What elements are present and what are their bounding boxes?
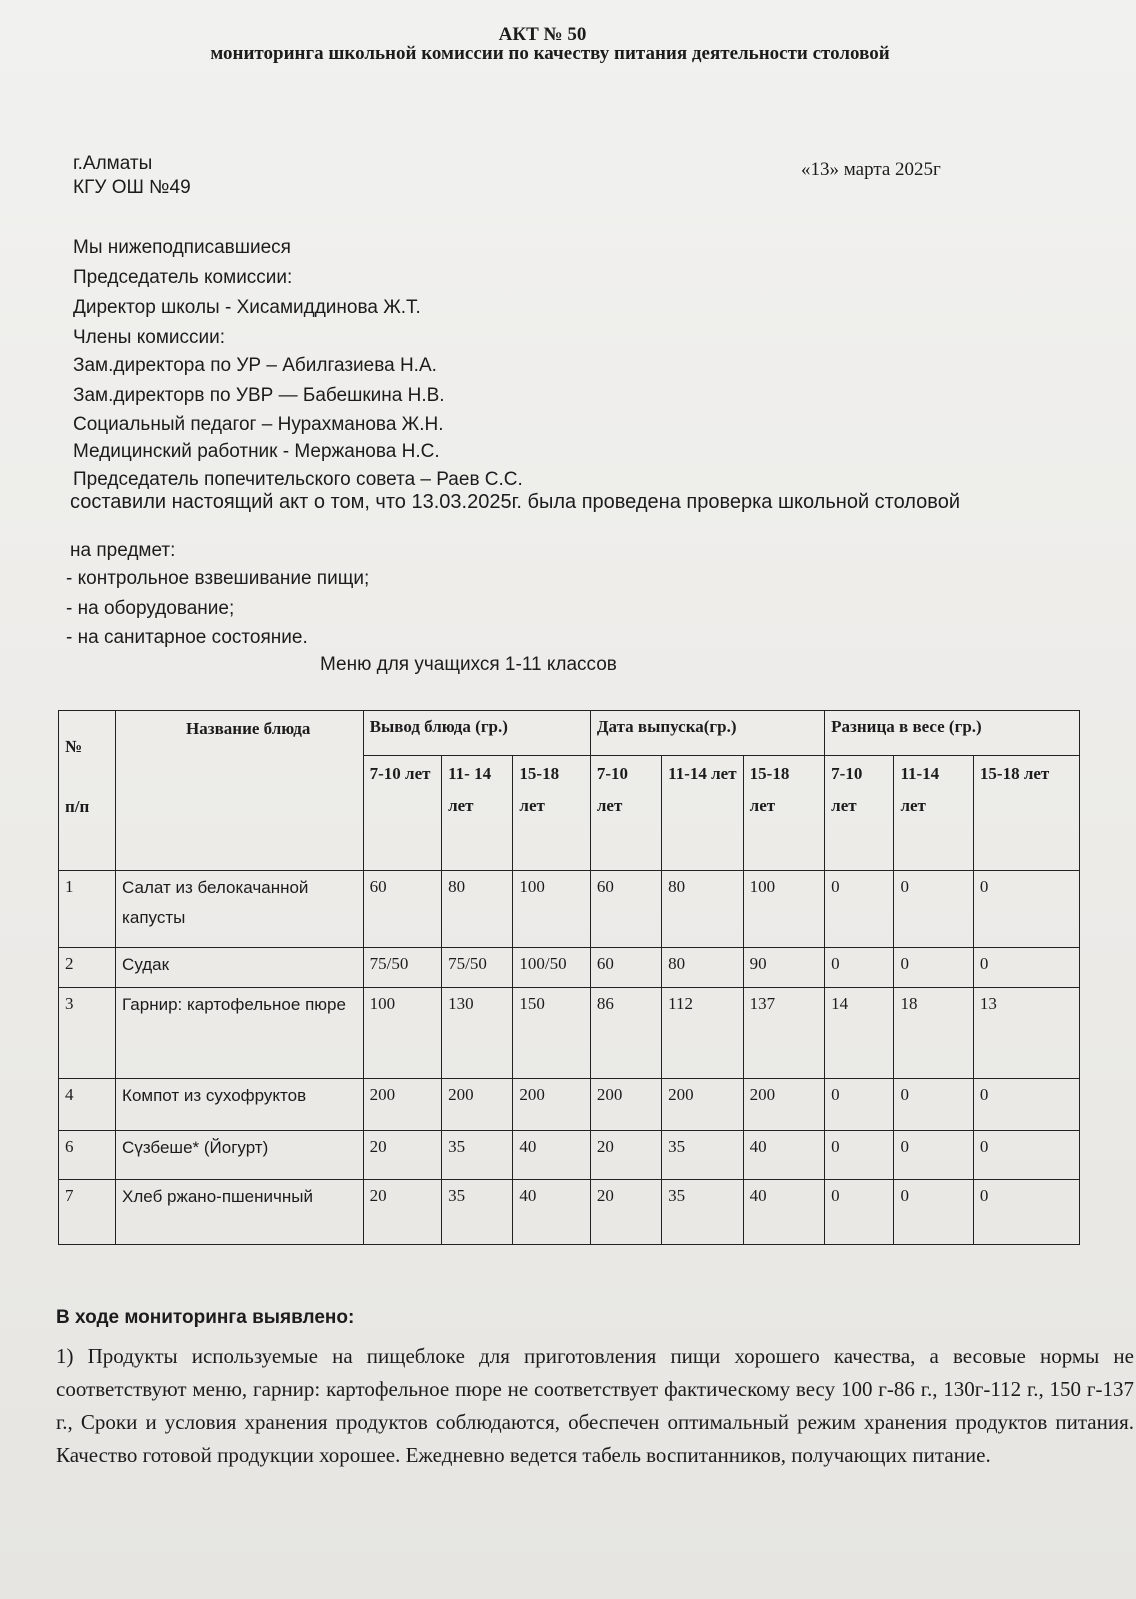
dish-name-cell: Сүзбеше* (Йогурт)	[116, 1130, 364, 1179]
age-header: 15-18 лет	[743, 756, 825, 871]
weight-cell: 0	[973, 1130, 1079, 1179]
weight-cell: 100	[513, 871, 590, 948]
menu-table	[58, 710, 1080, 1245]
member-line: Социальный педагог – Нурахманова Ж.Н.	[73, 414, 444, 435]
weight-cell: 80	[662, 871, 744, 948]
age-header: 15-18 лет	[973, 756, 1079, 871]
weight-cell: 0	[825, 1180, 894, 1245]
weight-cell: 35	[662, 1180, 744, 1245]
subject-item: - контрольное взвешивание пищи;	[66, 568, 370, 589]
weight-cell: 0	[973, 871, 1079, 948]
chair-name: Директор школы - Хисамиддинова Ж.Т.	[73, 297, 421, 318]
row-number-cell: 2	[59, 948, 116, 988]
weight-cell: 18	[894, 988, 973, 1078]
age-header: 11-14 лет	[894, 756, 973, 871]
weight-cell: 20	[590, 1180, 661, 1245]
weight-cell: 20	[590, 1130, 661, 1179]
row-number-cell: 3	[59, 988, 116, 1078]
age-header: 7-10 лет	[590, 756, 661, 871]
table-row	[59, 1078, 1080, 1130]
weight-cell: 150	[513, 988, 590, 1078]
weight-cell: 112	[662, 988, 744, 1078]
weight-cell: 0	[973, 1180, 1079, 1245]
member-line: Зам.директорв по УВР — Бабешкина Н.В.	[73, 385, 445, 406]
statement-line: составили настоящий акт о том, что 13.03.2025г. была проведена проверка школьной столовой	[70, 491, 960, 513]
statement-line: на предмет:	[70, 540, 176, 561]
act-title: АКТ № 50	[498, 24, 587, 45]
weight-cell: 0	[825, 948, 894, 988]
weight-cell: 0	[825, 1130, 894, 1179]
members-label: Члены комиссии:	[73, 327, 226, 348]
dish-name-cell: Хлеб ржано-пшеничный	[116, 1180, 364, 1245]
weight-cell: 200	[590, 1078, 661, 1130]
weight-cell: 200	[363, 1078, 441, 1130]
weight-cell: 200	[662, 1078, 744, 1130]
act-subtitle: мониторинга школьной комиссии по качеству питания деятельности столовой	[210, 43, 890, 64]
weight-cell: 40	[513, 1130, 590, 1179]
row-number-cell: 7	[59, 1180, 116, 1245]
dish-name-cell: Судак	[116, 948, 364, 988]
dish-name-cell: Гарнир: картофельное пюре	[116, 988, 364, 1078]
row-number-cell: 6	[59, 1130, 116, 1179]
weight-cell: 75/50	[363, 948, 441, 988]
weight-cell: 0	[894, 948, 973, 988]
menu-caption: Меню для учащихся 1-11 классов	[320, 654, 617, 675]
chair-label: Председатель комиссии:	[73, 267, 293, 288]
row-number-cell: 1	[59, 871, 116, 948]
weight-cell: 35	[662, 1130, 744, 1179]
weight-cell: 200	[743, 1078, 825, 1130]
dish-name-cell: Компот из сухофруктов	[116, 1078, 364, 1130]
table-row	[59, 988, 1080, 1078]
col-dish-header: Название блюда	[116, 711, 364, 871]
weight-cell: 14	[825, 988, 894, 1078]
subject-item: - на оборудование;	[66, 598, 235, 619]
weight-cell: 0	[894, 1180, 973, 1245]
weight-cell: 0	[825, 1078, 894, 1130]
weight-cell: 200	[442, 1078, 513, 1130]
col-number-header: № п/п	[59, 711, 116, 871]
weight-cell: 0	[973, 1078, 1079, 1130]
table-row	[59, 871, 1080, 948]
act-date: «13» марта 2025г	[801, 159, 941, 180]
weight-cell: 60	[590, 871, 661, 948]
age-header: 11-14 лет	[662, 756, 744, 871]
weight-cell: 0	[973, 948, 1079, 988]
weight-cell: 0	[894, 1130, 973, 1179]
weight-cell: 0	[825, 871, 894, 948]
weight-cell: 0	[894, 1078, 973, 1130]
weight-cell: 20	[363, 1180, 441, 1245]
weight-cell: 60	[363, 871, 441, 948]
row-number-cell: 4	[59, 1078, 116, 1130]
weight-cell: 100/50	[513, 948, 590, 988]
weight-cell: 137	[743, 988, 825, 1078]
weight-cell: 60	[590, 948, 661, 988]
weight-cell: 90	[743, 948, 825, 988]
table-row	[59, 1130, 1080, 1179]
school-name: КГУ ОШ №49	[73, 177, 191, 198]
weight-cell: 200	[513, 1078, 590, 1130]
weight-cell: 75/50	[442, 948, 513, 988]
dish-name-cell: Салат из белокачанной капусты	[116, 871, 364, 948]
weight-cell: 80	[442, 871, 513, 948]
weight-cell: 20	[363, 1130, 441, 1179]
weight-cell: 40	[743, 1130, 825, 1179]
weight-cell: 13	[973, 988, 1079, 1078]
weight-cell: 86	[590, 988, 661, 1078]
weight-cell: 0	[894, 871, 973, 948]
subject-item: - на санитарное состояние.	[66, 627, 308, 648]
weight-cell: 35	[442, 1180, 513, 1245]
table-row	[59, 1180, 1080, 1245]
col-output-header: Вывод блюда (гр.)	[363, 711, 590, 756]
weight-cell: 35	[442, 1130, 513, 1179]
weight-cell: 40	[513, 1180, 590, 1245]
table-header-row	[59, 711, 1080, 756]
col-diff-header: Разница в весе (гр.)	[825, 711, 1080, 756]
col-release-header: Дата выпуска(гр.)	[590, 711, 824, 756]
findings-text: 1) Продукты используемые на пищеблоке для приготовления пищи хорошего качества, а весовые нормы не соответствуют меню, гарнир: картофельное пюре не соответствует фактическому весу 100 г-86 г., 130г-112 г., 150 г-137 г., Сроки и условия хранения продуктов соблюдаются, обеспечен оптимальный режим хранения продуктов питания. Качество готовой продукции хорошее. Ежедневно ведется табель воспитанников, получающих питание.	[56, 1344, 1134, 1467]
weight-cell: 100	[743, 871, 825, 948]
member-line: Медицинский работник - Мержанова Н.С.	[73, 441, 440, 462]
table-row	[59, 948, 1080, 988]
findings-title: В ходе мониторинга выявлено:	[56, 1307, 355, 1328]
member-line: Председатель попечительского совета – Раев С.С.	[73, 469, 523, 490]
age-header: 7-10 лет	[825, 756, 894, 871]
age-header: 15-18 лет	[513, 756, 590, 871]
age-header: 11- 14 лет	[442, 756, 513, 871]
weight-cell: 40	[743, 1180, 825, 1245]
member-line: Зам.директора по УР – Абилгазиева Н.А.	[73, 355, 437, 376]
undersigned-label: Мы нижеподписавшиеся	[73, 237, 291, 258]
age-header: 7-10 лет	[363, 756, 441, 871]
weight-cell: 100	[363, 988, 441, 1078]
weight-cell: 80	[662, 948, 744, 988]
city: г.Алматы	[73, 153, 153, 174]
weight-cell: 130	[442, 988, 513, 1078]
